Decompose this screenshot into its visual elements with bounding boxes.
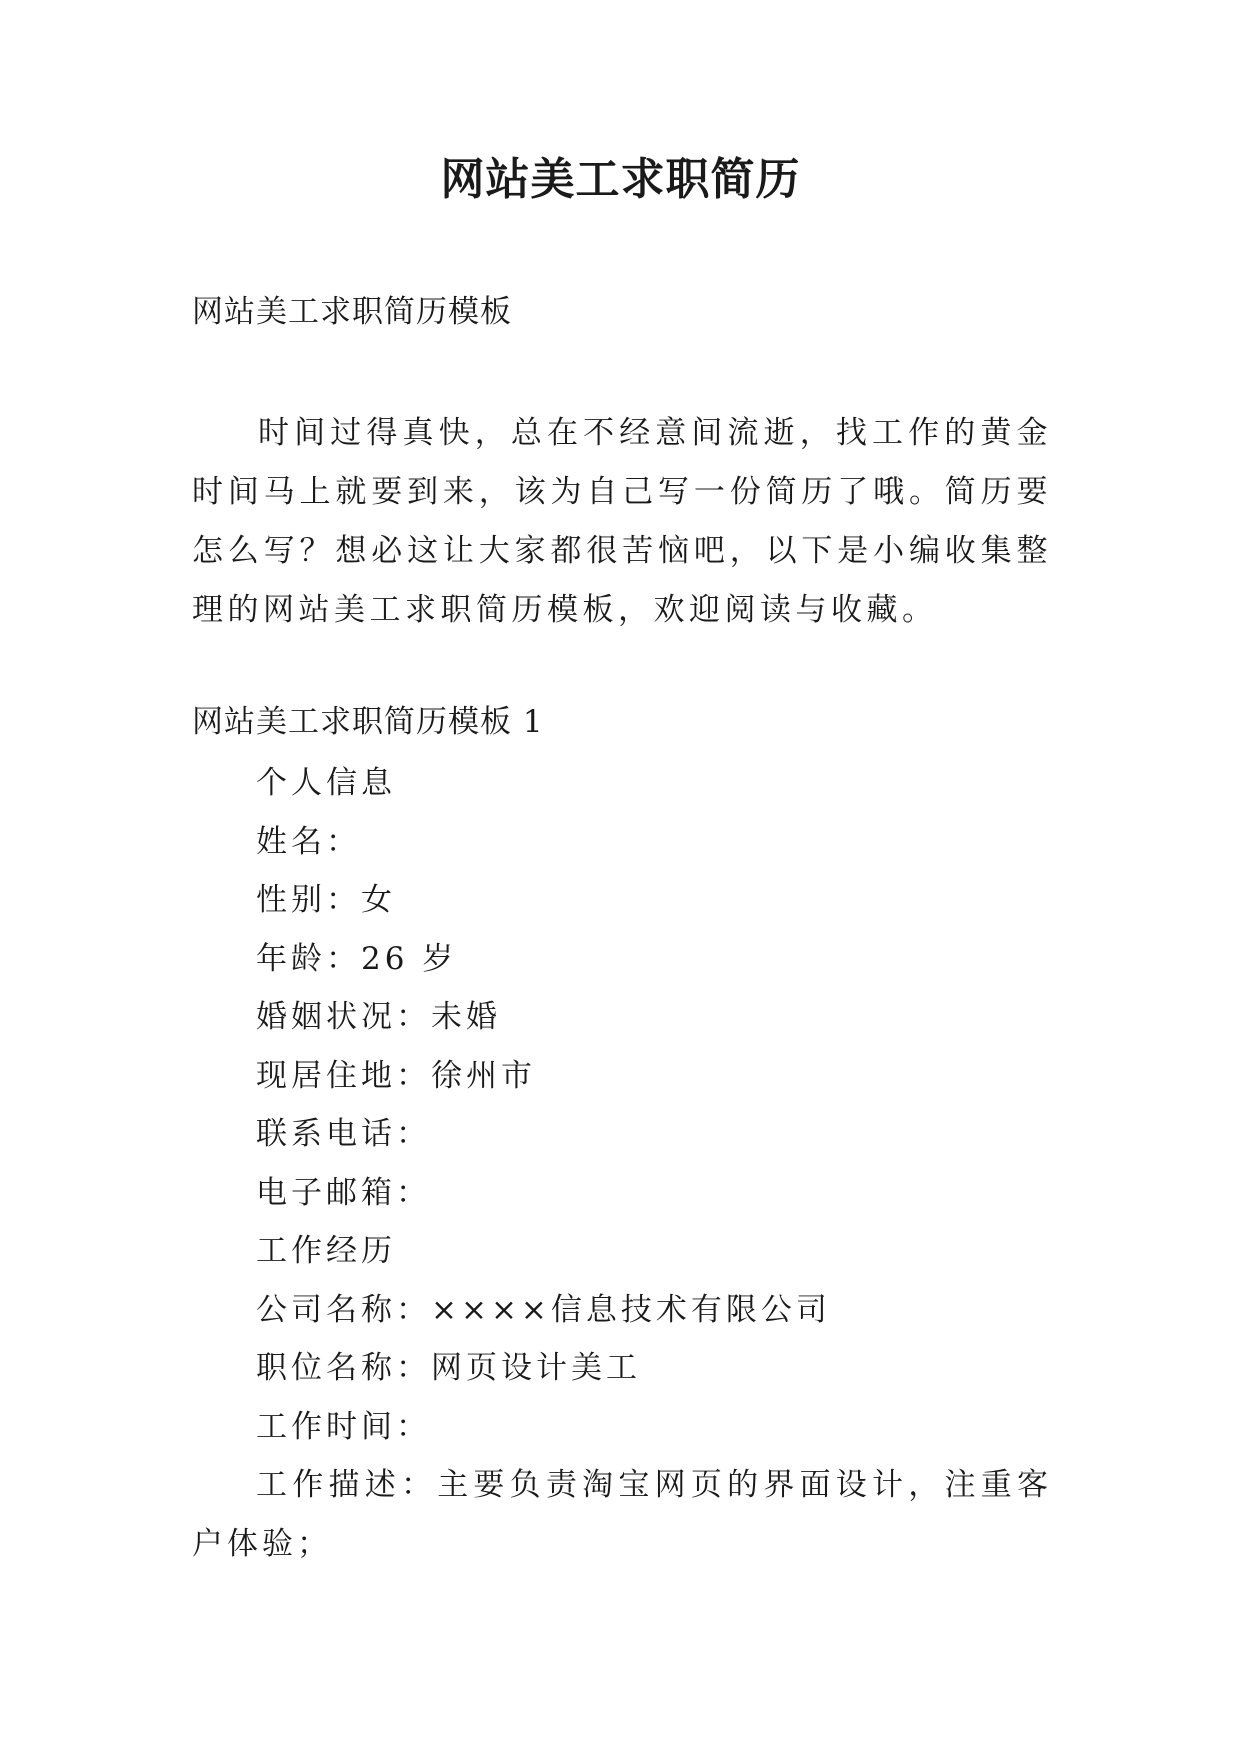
document-subtitle: 网站美工求职简历模板	[192, 294, 512, 330]
phone-field: 联系电话：	[256, 1116, 431, 1152]
job-description-field: 工作描述：主要负责淘宝网页的界面设计，注重客户体验；	[192, 1467, 1052, 1562]
residence-field: 现居住地：徐州市	[256, 1057, 536, 1094]
intro-paragraph: 时间过得真快，总在不经意间流逝，找工作的黄金时间马上就要到来，该为自己写一份简历了哦。简历要怎么写？想必这让大家都很苦恼吧，以下是小编收集整理的网站美工求职简历模板，欢迎阅读与收藏。	[192, 415, 1052, 628]
job-title-field: 职位名称：网页设计美工	[256, 1350, 641, 1386]
age-field: 年龄：26 岁	[256, 940, 458, 977]
work-period-field: 工作时间：	[256, 1408, 431, 1445]
email-field: 电子邮箱：	[256, 1174, 431, 1211]
resume-fields	[192, 754, 1052, 1573]
marital-status-field: 婚姻状况：未婚	[256, 999, 501, 1035]
gender-field: 性别：女	[256, 882, 396, 918]
company-name-field: 公司名称：××××信息技术有限公司	[256, 1291, 831, 1328]
name-field: 姓名：	[256, 823, 361, 860]
document-title: 网站美工求职简历	[440, 154, 801, 205]
personal-info-heading: 个人信息	[256, 765, 396, 801]
section-heading: 网站美工求职简历模板 1	[192, 704, 544, 740]
work-experience-heading: 工作经历	[256, 1233, 396, 1269]
